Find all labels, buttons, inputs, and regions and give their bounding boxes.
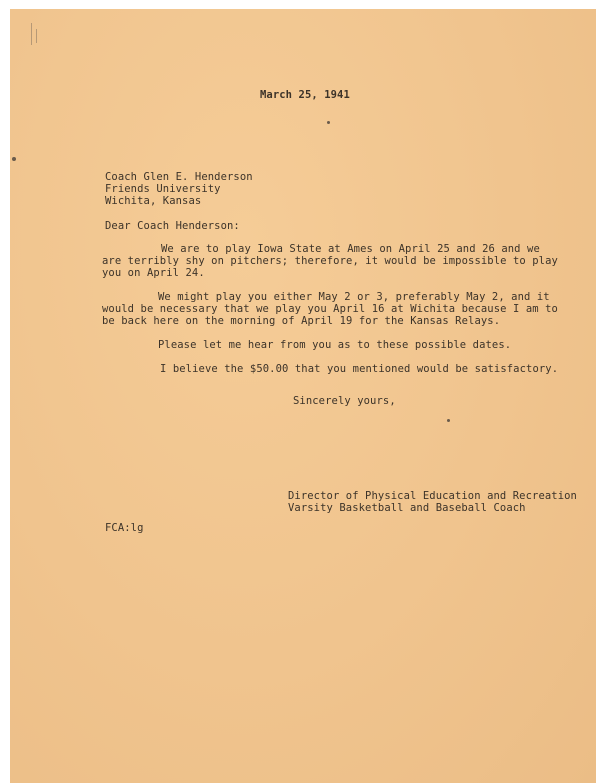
signature-title-1: Director of Physical Education and Recreation — [288, 490, 577, 502]
pencil-mark — [36, 29, 37, 43]
pencil-mark — [31, 23, 32, 45]
letter-page — [10, 9, 596, 783]
recipient-name: Coach Glen E. Henderson — [105, 171, 253, 183]
paragraph-1-line-2: are terribly shy on pitchers; therefore, it would be impossible to play — [102, 255, 558, 267]
paper-speck — [447, 419, 450, 422]
paragraph-2-line-3: be back here on the morning of April 19 for the Kansas Relays. — [102, 315, 501, 327]
recipient-city: Wichita, Kansas — [105, 195, 202, 207]
recipient-institution: Friends University — [105, 183, 221, 195]
paragraph-4: I believe the $50.00 that you mentioned would be satisfactory. — [160, 363, 559, 375]
paper-speck — [12, 157, 16, 161]
closing: Sincerely yours, — [293, 395, 396, 407]
signature-title-2: Varsity Basketball and Baseball Coach — [288, 502, 526, 514]
salutation: Dear Coach Henderson: — [105, 220, 240, 232]
paragraph-1-line-1: We are to play Iowa State at Ames on April 25 and 26 and we — [161, 243, 540, 255]
paragraph-1-line-3: you on April 24. — [102, 267, 205, 279]
letter-date: March 25, 1941 — [260, 89, 350, 101]
paper-speck — [327, 121, 330, 124]
paragraph-2-line-1: We might play you either May 2 or 3, preferably May 2, and it — [158, 291, 550, 303]
typist-initials: FCA:lg — [105, 522, 144, 534]
paragraph-3: Please let me hear from you as to these possible dates. — [158, 339, 512, 351]
paragraph-2-line-2: would be necessary that we play you April 16 at Wichita because I am to — [102, 303, 558, 315]
